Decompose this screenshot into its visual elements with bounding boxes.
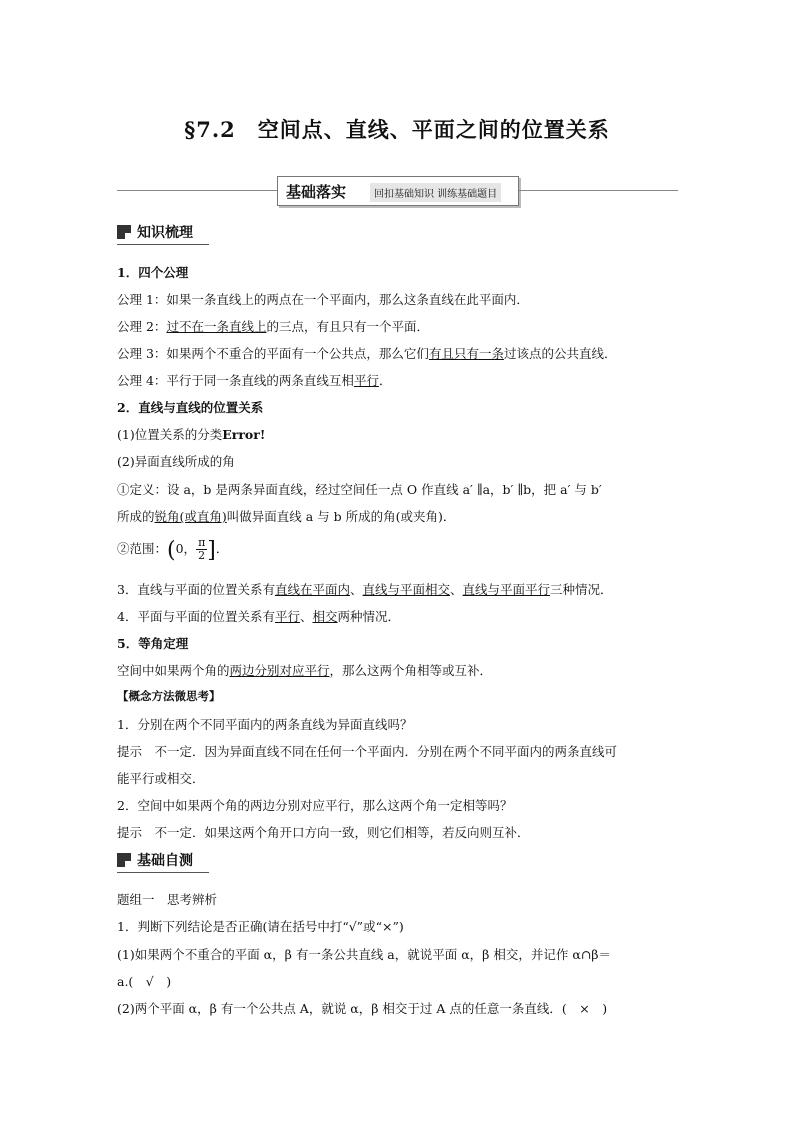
answer: 提示 不一定．如果这两个角开口方向一致，则它们相等，若反向则互补． [117,825,530,840]
divider [117,244,209,245]
subheading: 2．直线与直线的位置关系 [117,400,264,415]
square-icon [117,225,131,239]
axiom-4: 公理 4：平行于同一条直线的两条直线互相平行． [117,373,392,388]
range-line: ②范围：(0， $\frac{\pi}{2}$ ]． [117,536,229,563]
section-heading-selftest [117,850,193,870]
subheading: 【概念方法微思考】 [117,689,221,703]
problem: (1)如果两个不重合的平面 α，β 有一条公共直线 a，就说平面 α，β 相交，并记作 α∩β＝ [117,947,611,962]
paragraph: (1)位置关系的分类Error! [117,427,266,442]
problem: a.( √ ) [117,974,172,989]
section-heading-label: 基础自测 [137,853,193,869]
subheading: 1．四个公理 [117,265,189,280]
section-heading-label: 知识梳理 [137,225,193,241]
divider [519,190,678,191]
paragraph: 4．平面与平面的位置关系有平行、相交两种情况． [117,609,401,624]
square-icon [117,853,131,867]
paragraph: ①定义：设 a，b 是两条异面直线，经过空间任一点 O 作直线 a′ ∥a，b′ ∥b，把 a′ 与 b′ [117,482,602,497]
question: 1．分别在两个不同平面内的两条直线为异面直线吗？ [117,717,413,732]
axiom-1: 公理 1：如果一条直线上的两点在一个平面内，那么这条直线在此平面内． [117,292,529,307]
question: 2．空间中如果两个角的两边分别对应平行，那么这两个角一定相等吗？ [117,798,513,813]
section-heading-knowledge [117,222,193,242]
page-title: §7.2 空间点、直线、平面之间的位置关系 [184,117,610,142]
paragraph: 空间中如果两个角的两边分别对应平行，那么这两个角相等或互补． [117,663,493,678]
subheading: 题组一 思考辨析 [117,892,218,907]
axiom-2: 公理 2：过不在一条直线上的三点，有且只有一个平面． [117,319,429,334]
banner-box [277,176,519,206]
divider [117,190,277,191]
section-banner [117,176,678,206]
banner-subtitle: 回扣基础知识 训练基础题目 [370,183,501,202]
paragraph: 3．直线与平面的位置关系有直线在平面内、直线与平面相交、直线与平面平行三种情况． [117,582,613,597]
paragraph: (2)异面直线所成的角 [117,454,235,469]
divider [117,872,209,873]
problem: 1．判断下列结论是否正确(请在括号中打“√”或“×”) [117,919,404,934]
answer: 能平行或相交． [117,771,205,786]
paragraph: 所成的锐角(或直角)叫做异面直线 a 与 b 所成的角(或夹角)． [117,509,456,524]
banner-title: 基础落实 [286,183,347,201]
axiom-3: 公理 3：如果两个不重合的平面有一个公共点，那么它们有且只有一条过该点的公共直线． [117,346,617,361]
fraction: $\frac{\pi}{2}$ [198,536,206,562]
subheading: 5．等角定理 [117,636,189,651]
answer: 提示 不一定．因为异面直线不同在任何一个平面内．分别在两个不同平面内的两条直线可 [117,744,618,759]
problem: (2)两个平面 α，β 有一个公共点 A，就说 α，β 相交于过 A 点的任意一条直线．( × ) [117,1001,608,1016]
